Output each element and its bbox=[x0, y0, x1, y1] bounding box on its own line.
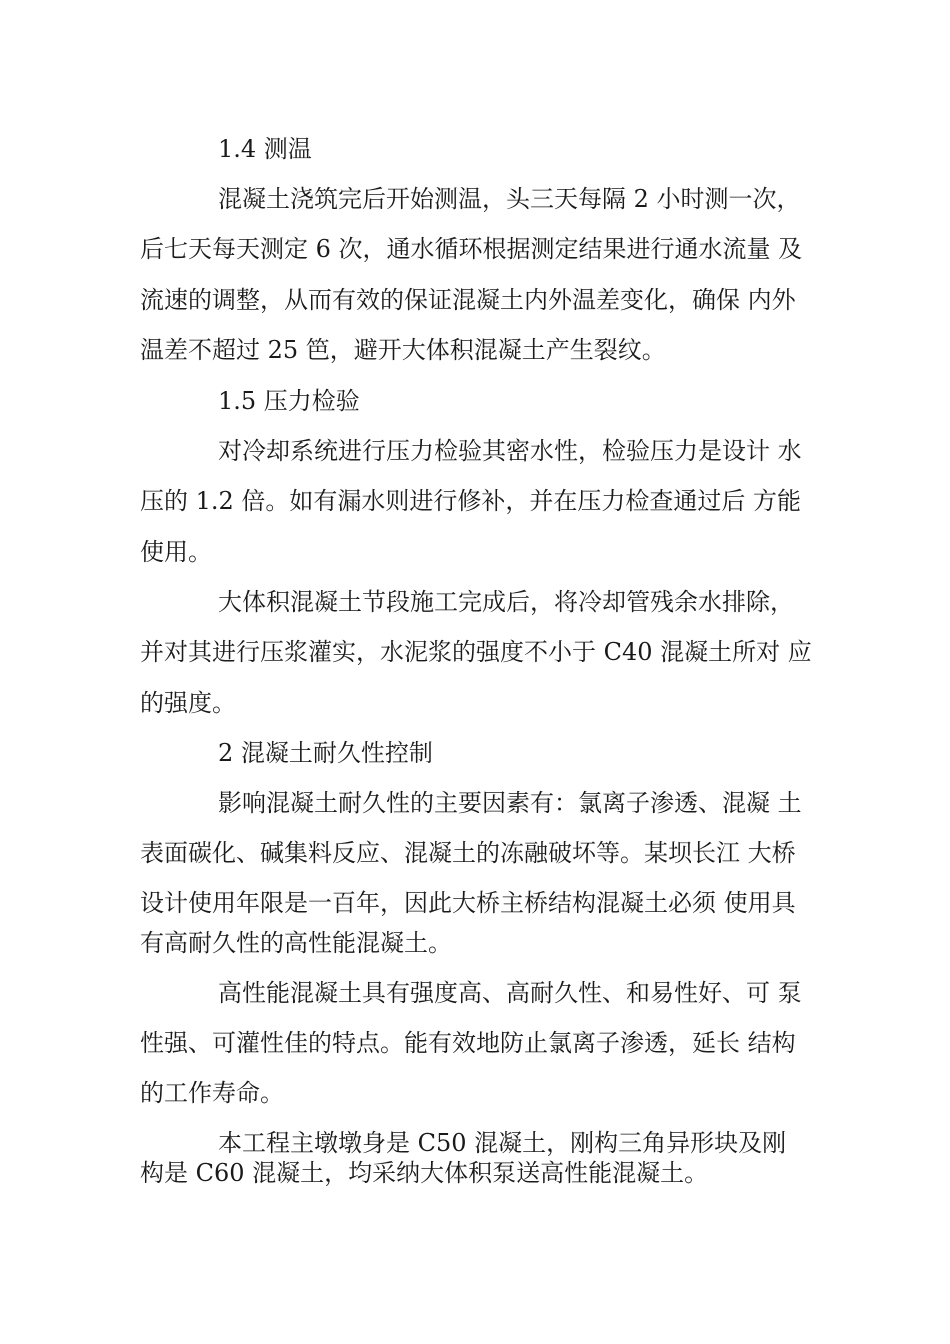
paragraph-line: 构是 C60 混凝土，均采纳大体积泵送高性能混凝土。 bbox=[140, 1159, 709, 1187]
paragraph-line: 对冷却系统进行压力检验其密水性，检验压力是设计 水 bbox=[218, 437, 802, 465]
paragraph-line: 性强、可灌性佳的特点。能有效地防止氯离子渗透，延长 结构 bbox=[140, 1029, 796, 1057]
paragraph-line: 设计使用年限是一百年，因此大桥主桥结构混凝土必须 使用具 bbox=[140, 889, 796, 917]
paragraph-line: 并对其进行压浆灌实，水泥浆的强度不小于 C40 混凝土所对 应 bbox=[140, 638, 812, 666]
paragraph-line: 压的 1.2 倍。如有漏水则进行修补，并在压力检查通过后 方能 bbox=[140, 487, 802, 515]
paragraph-line: 流速的调整，从而有效的保证混凝土内外温差变化，确保 内外 bbox=[140, 286, 796, 314]
paragraph-line: 本工程主墩墩身是 C50 混凝土，刚构三角异形块及刚 bbox=[218, 1129, 787, 1157]
paragraph-line: 大体积混凝土节段施工完成后，将冷却管残余水排除， bbox=[218, 588, 794, 616]
paragraph-line: 高性能混凝土具有强度高、高耐久性、和易性好、可 泵 bbox=[218, 979, 802, 1007]
paragraph-line: 后七天每天测定 6 次，通水循环根据测定结果进行通水流量 及 bbox=[140, 235, 803, 263]
paragraph-line: 有高耐久性的高性能混凝土。 bbox=[140, 929, 452, 957]
paragraph-line: 混凝土浇筑完后开始测温，头三天每隔 2 小时测一次， bbox=[218, 185, 801, 213]
paragraph-line: 温差不超过 25 笆，避开大体积混凝土产生裂纹。 bbox=[140, 336, 666, 364]
paragraph-line: 的强度。 bbox=[140, 689, 236, 717]
paragraph-line: 使用。 bbox=[140, 538, 212, 566]
paragraph-line: 的工作寿命。 bbox=[140, 1079, 284, 1107]
paragraph-line: 影响混凝土耐久性的主要因素有：氯离子渗透、混凝 土 bbox=[218, 789, 802, 817]
heading-1-5-pressure-test: 1.5 压力检验 bbox=[218, 387, 360, 415]
heading-1-4-temperature: 1.4 测温 bbox=[218, 135, 312, 163]
heading-2-durability-control: 2 混凝土耐久性控制 bbox=[218, 739, 433, 767]
paragraph-line: 表面碳化、碱集料反应、混凝土的冻融破坏等。某坝长江 大桥 bbox=[140, 839, 796, 867]
